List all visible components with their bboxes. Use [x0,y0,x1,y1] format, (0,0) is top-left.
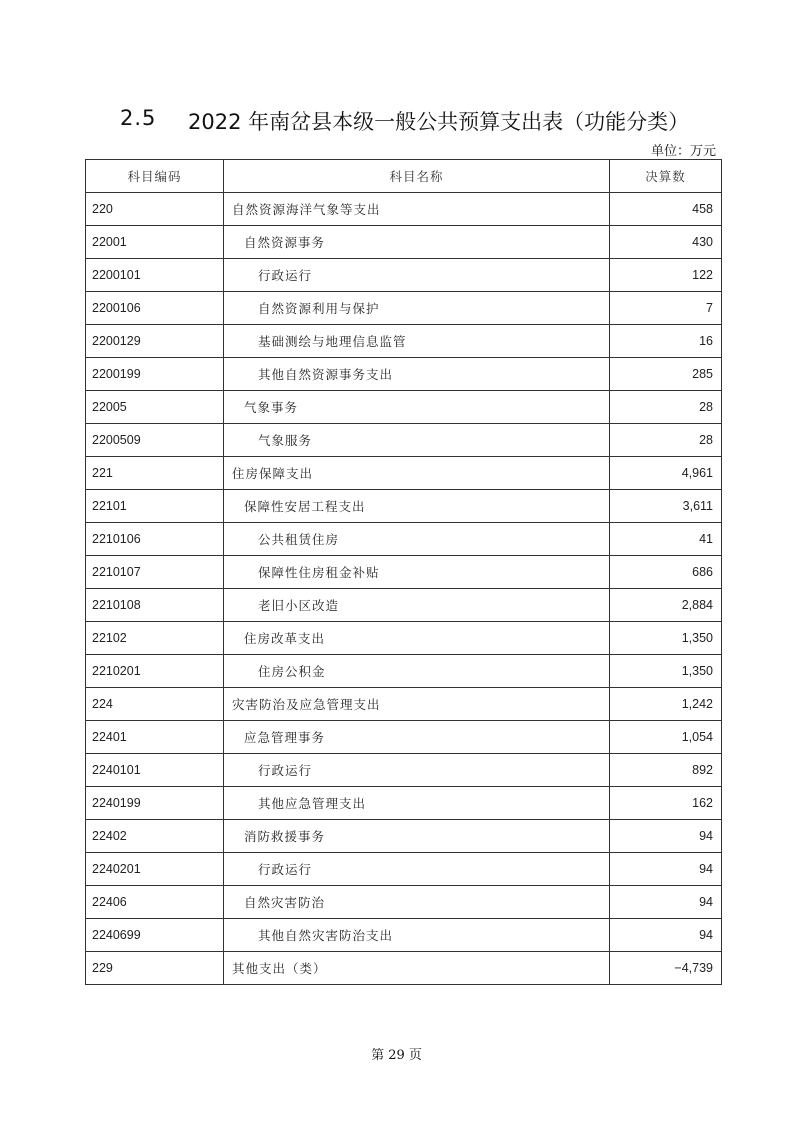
cell-code: 224 [86,688,224,721]
expenditure-table [85,159,722,985]
cell-name: 保障性安居工程支出 [224,490,610,523]
section-number: 2.5 [120,106,157,130]
table-row [86,226,722,259]
cell-name: 住房改革支出 [224,622,610,655]
cell-name: 住房公积金 [224,655,610,688]
table-row [86,490,722,523]
cell-name: 行政运行 [224,259,610,292]
cell-amount: 285 [610,358,722,391]
cell-code: 22401 [86,721,224,754]
cell-name: 气象服务 [224,424,610,457]
cell-name: 自然资源事务 [224,226,610,259]
cell-name: 其他支出（类） [224,952,610,985]
table-row [86,358,722,391]
table-row [86,457,722,490]
cell-amount: 28 [610,424,722,457]
table-row [86,589,722,622]
cell-code: 2210201 [86,655,224,688]
table-row [86,787,722,820]
cell-name: 其他自然灾害防治支出 [224,919,610,952]
cell-code: 22406 [86,886,224,919]
table-row [86,721,722,754]
cell-amount: 686 [610,556,722,589]
header-amount: 决算数 [610,160,722,193]
table-header-row [86,160,722,193]
cell-code: 221 [86,457,224,490]
cell-name: 其他应急管理支出 [224,787,610,820]
cell-amount: 122 [610,259,722,292]
cell-amount: 430 [610,226,722,259]
cell-name: 气象事务 [224,391,610,424]
cell-amount: 892 [610,754,722,787]
cell-code: 2210107 [86,556,224,589]
cell-name: 自然灾害防治 [224,886,610,919]
table-row [86,919,722,952]
table-row [86,655,722,688]
cell-name: 行政运行 [224,754,610,787]
table-body [86,193,722,985]
table-row [86,391,722,424]
cell-code: 2210106 [86,523,224,556]
cell-name: 住房保障支出 [224,457,610,490]
cell-amount: 4,961 [610,457,722,490]
table-row [86,886,722,919]
cell-code: 2240199 [86,787,224,820]
cell-amount: 458 [610,193,722,226]
cell-amount: 16 [610,325,722,358]
table-row [86,688,722,721]
table-row [86,424,722,457]
cell-amount: 7 [610,292,722,325]
cell-code: 2210108 [86,589,224,622]
cell-code: 2200509 [86,424,224,457]
cell-code: 2200129 [86,325,224,358]
cell-code: 2240201 [86,853,224,886]
table-row [86,622,722,655]
table-row [86,523,722,556]
title-text: 2022 年南岔县本级一般公共预算支出表（功能分类） [188,110,690,134]
cell-name: 灾害防治及应急管理支出 [224,688,610,721]
table-row [86,292,722,325]
cell-amount: 28 [610,391,722,424]
cell-code: 22001 [86,226,224,259]
cell-code: 22402 [86,820,224,853]
unit-label: 单位：万元 [650,144,716,159]
cell-code: 220 [86,193,224,226]
cell-amount: 94 [610,820,722,853]
page-title [0,100,793,136]
cell-amount: 1,054 [610,721,722,754]
cell-code: 22005 [86,391,224,424]
cell-amount: 41 [610,523,722,556]
cell-amount: 2,884 [610,589,722,622]
cell-name: 公共租赁住房 [224,523,610,556]
cell-name: 行政运行 [224,853,610,886]
cell-amount: −4,739 [610,952,722,985]
cell-code: 2200199 [86,358,224,391]
table-row [86,820,722,853]
cell-amount: 162 [610,787,722,820]
cell-name: 其他自然资源事务支出 [224,358,610,391]
table-row [86,952,722,985]
table-row [86,556,722,589]
header-name: 科目名称 [224,160,610,193]
cell-code: 22101 [86,490,224,523]
cell-name: 应急管理事务 [224,721,610,754]
cell-amount: 1,242 [610,688,722,721]
table-row [86,259,722,292]
cell-name: 老旧小区改造 [224,589,610,622]
table-row [86,754,722,787]
cell-amount: 94 [610,886,722,919]
cell-name: 自然资源利用与保护 [224,292,610,325]
cell-name: 消防救援事务 [224,820,610,853]
cell-amount: 1,350 [610,655,722,688]
cell-amount: 1,350 [610,622,722,655]
cell-code: 2200106 [86,292,224,325]
cell-amount: 94 [610,919,722,952]
table-row [86,853,722,886]
cell-code: 22102 [86,622,224,655]
table-row [86,193,722,226]
cell-name: 基础测绘与地理信息监管 [224,325,610,358]
cell-amount: 3,611 [610,490,722,523]
table-row [86,325,722,358]
cell-name: 保障性住房租金补贴 [224,556,610,589]
header-code: 科目编码 [86,160,224,193]
cell-code: 2240699 [86,919,224,952]
cell-amount: 94 [610,853,722,886]
cell-code: 2200101 [86,259,224,292]
cell-name: 自然资源海洋气象等支出 [224,193,610,226]
cell-code: 2240101 [86,754,224,787]
page-number: 第 29 页 [371,1048,422,1063]
cell-code: 229 [86,952,224,985]
